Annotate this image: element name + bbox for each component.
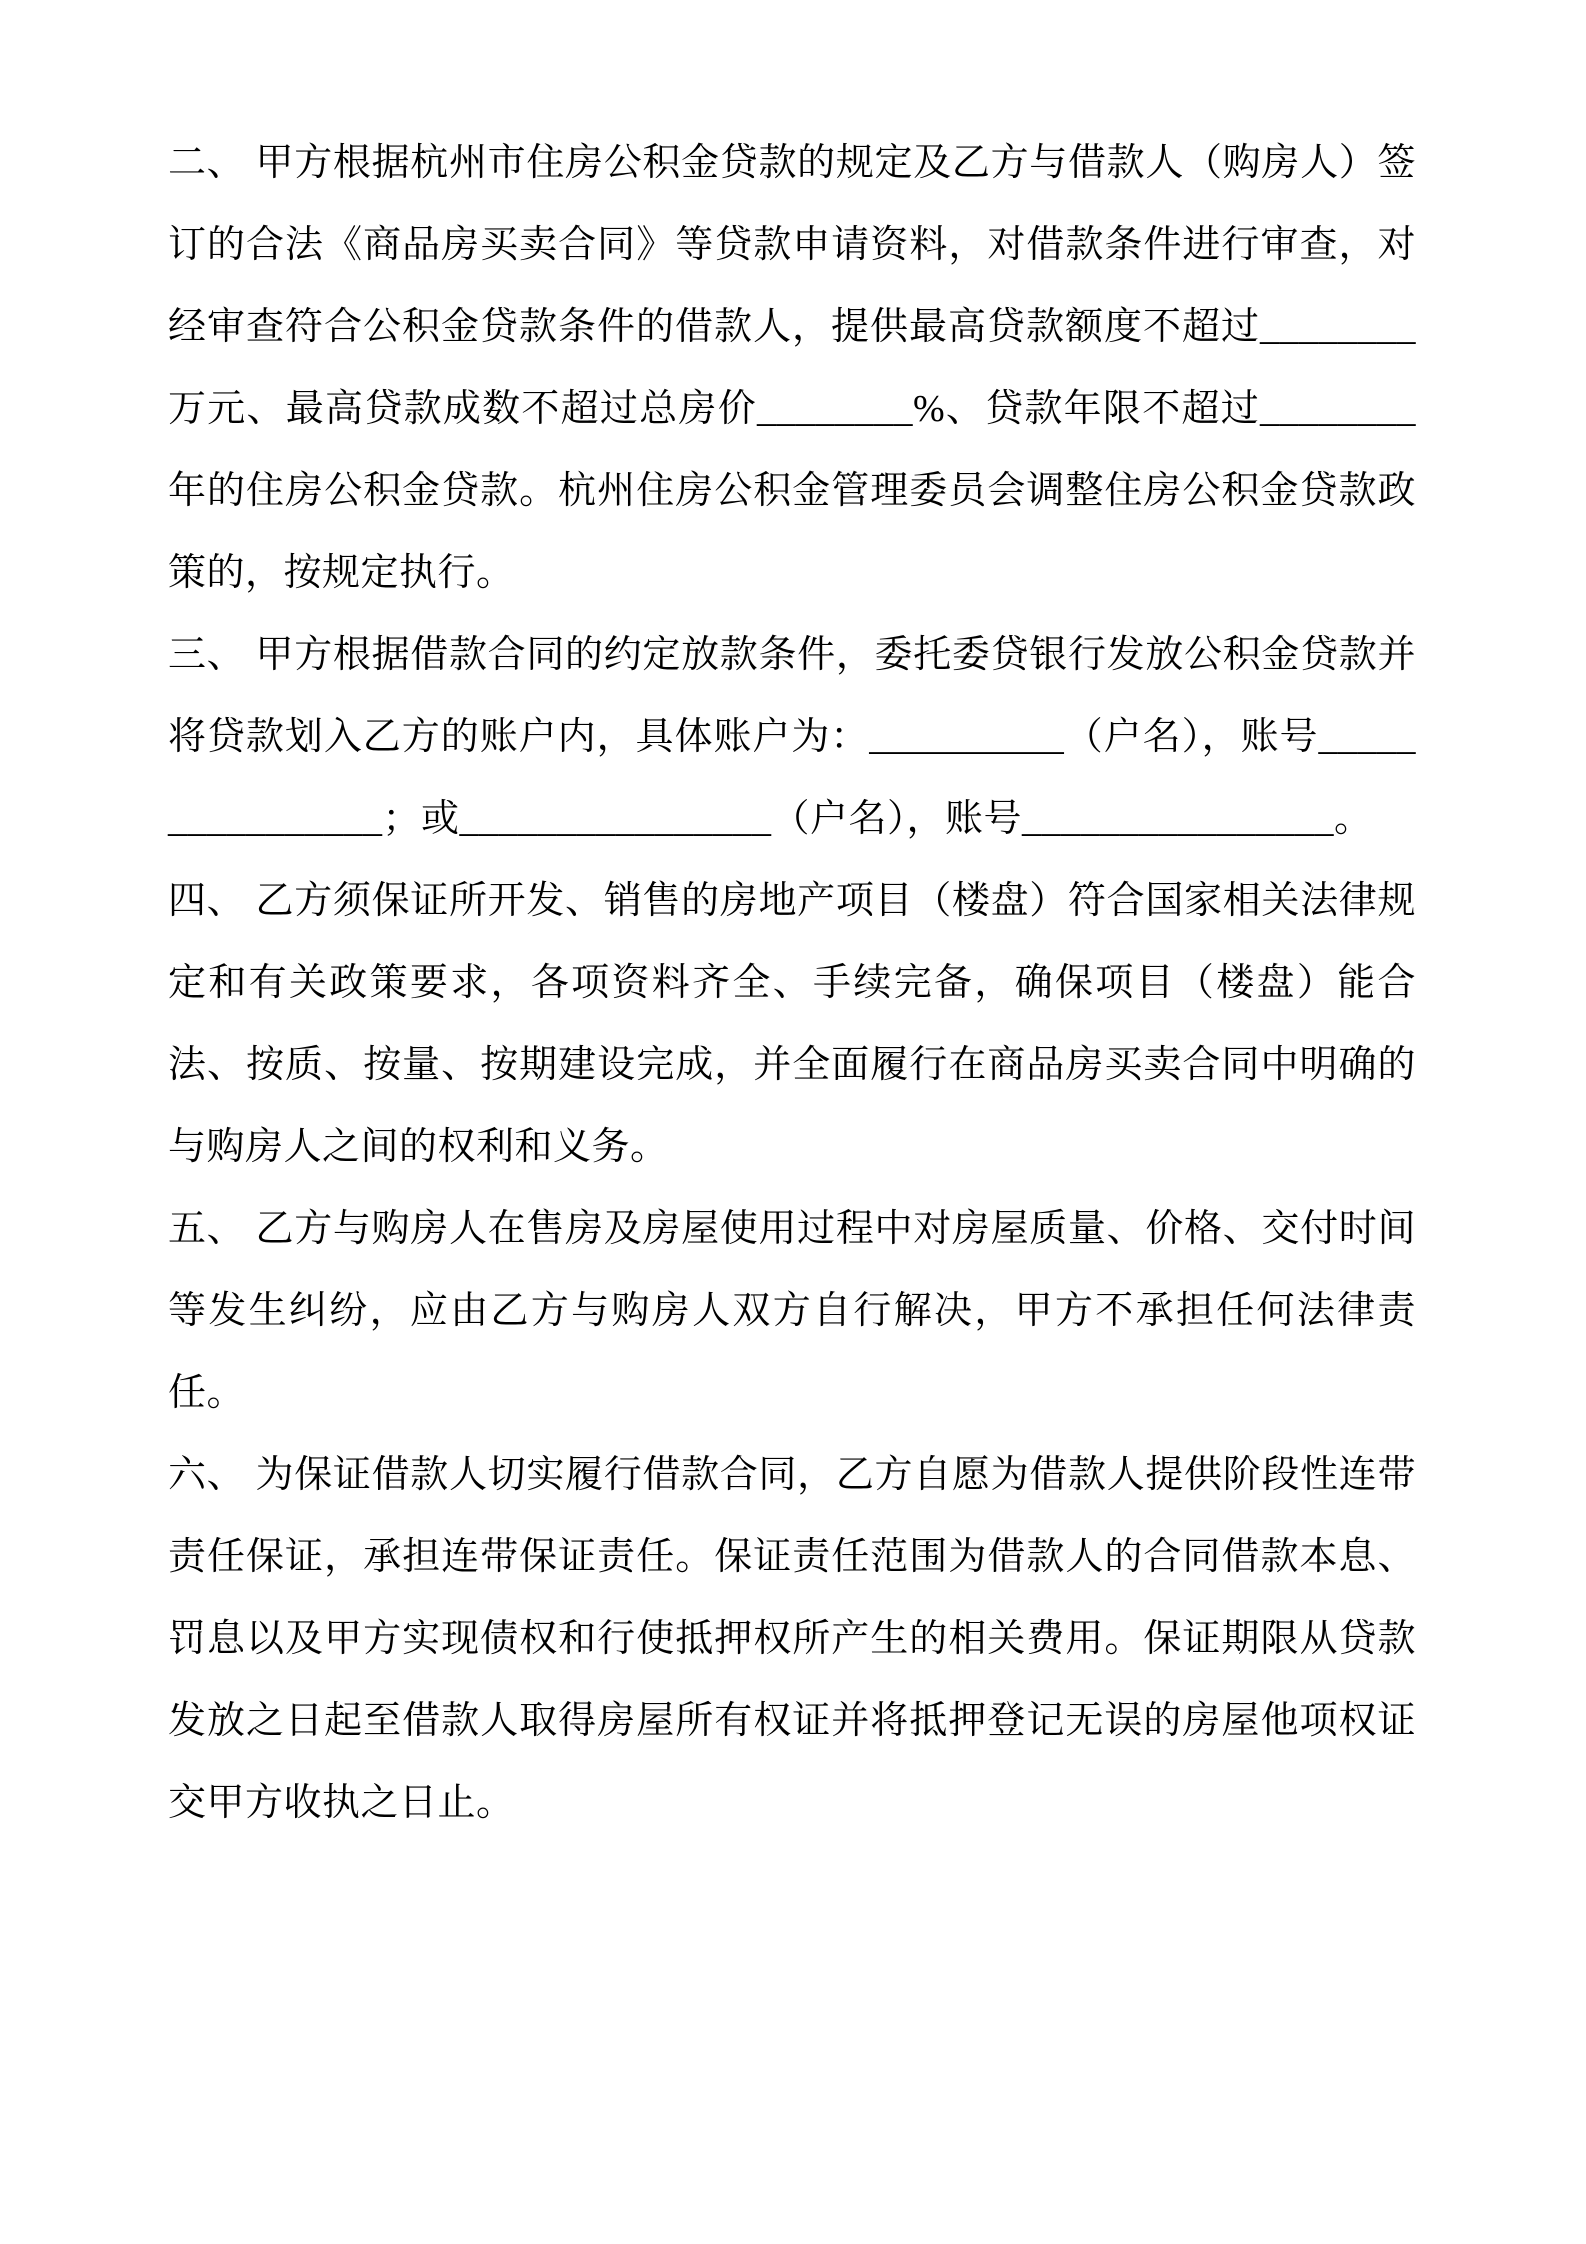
clause-2-paragraph: 二、 甲方根据杭州市住房公积金贷款的规定及乙方与借款人（购房人）签订的合法《商品房买卖合同》等贷款申请资料，对借款条件进行审查，对经审查符合公积金贷款条件的借款人，提供最高贷款额度不超过________万元、最高贷款成数不超过总房价________%、贷款年限不超过________年的住房公积金贷款。杭州住房公积金管理委员会调整住房公积金贷款政策的，按规定执行。 — [168, 142, 1416, 594]
clause-3-paragraph: 三、 甲方根据借款合同的约定放款条件，委托委贷银行发放公积金贷款并将贷款划入乙方的账户内，具体账户为：__________（户名），账号________________；或________________（户名），账号________________。 — [168, 634, 1416, 840]
clause-4-paragraph: 四、 乙方须保证所开发、销售的房地产项目（楼盘）符合国家相关法律规定和有关政策要求，各项资料齐全、手续完备，确保项目（楼盘）能合法、按质、按量、按期建设完成，并全面履行在商品房买卖合同中明确的与购房人之间的权利和义务。 — [168, 880, 1416, 1168]
clause-5-paragraph: 五、 乙方与购房人在售房及房屋使用过程中对房屋质量、价格、交付时间等发生纠纷，应由乙方与购房人双方自行解决，甲方不承担任何法律责任。 — [168, 1208, 1416, 1414]
clause-6-paragraph: 六、 为保证借款人切实履行借款合同，乙方自愿为借款人提供阶段性连带责任保证，承担连带保证责任。保证责任范围为借款人的合同借款本息、罚息以及甲方实现债权和行使抵押权所产生的相关费用。保证期限从贷款发放之日起至借款人取得房屋所有权证并将抵押登记无误的房屋他项权证交甲方收执之日止。 — [168, 1454, 1416, 1824]
